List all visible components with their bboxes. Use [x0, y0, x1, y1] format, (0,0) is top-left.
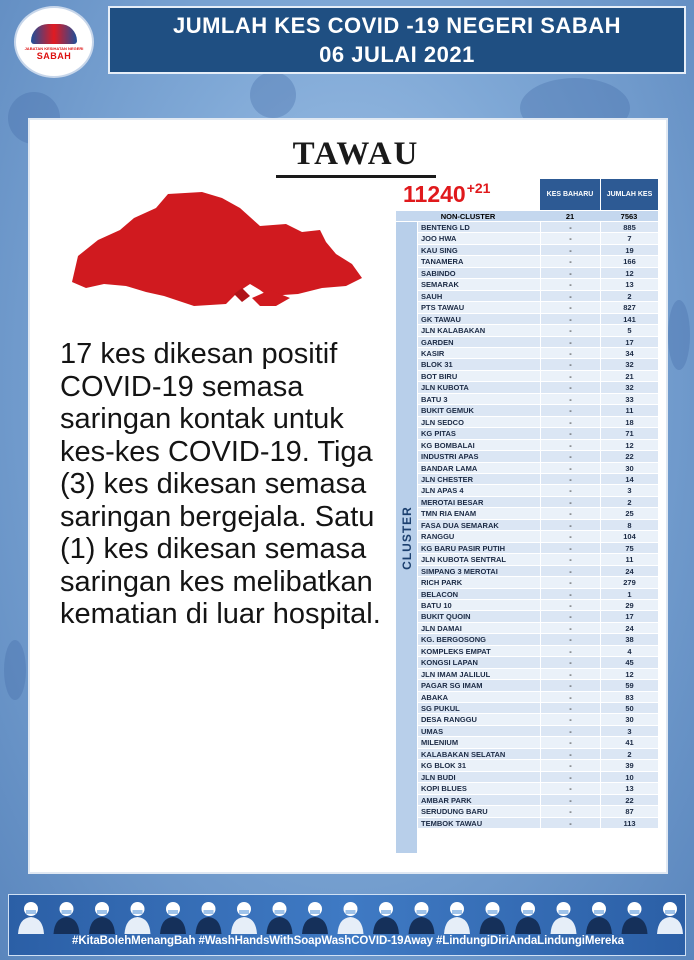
case-statement: 17 kes dikesan positif COVID-19 semasa saringan kontak untuk kes-kes COVID-19. Tiga (3) kes dikesan semasa saringan bergejala. Satu (1) kes dikesan semasa saringan kes melibatkan kematian di luar hospital.	[60, 338, 381, 630]
table-row	[418, 520, 658, 531]
cluster-baharu: -	[540, 772, 600, 782]
person-icon	[196, 902, 222, 934]
cluster-jumlah: 34	[600, 348, 658, 358]
cluster-jumlah: 11	[600, 554, 658, 564]
cluster-name: MILENIUM	[421, 738, 459, 748]
total-new: +21	[466, 180, 491, 196]
header-title-box	[108, 6, 686, 74]
cluster-baharu: -	[540, 669, 600, 679]
footer-banner	[8, 894, 686, 956]
cluster-rows	[418, 222, 658, 829]
cluster-baharu: -	[540, 233, 600, 243]
main-card	[28, 118, 668, 874]
total-count: 11240	[403, 181, 466, 207]
cluster-baharu: -	[540, 531, 600, 541]
cluster-name: KOMPLEKS EMPAT	[421, 646, 491, 656]
cluster-name: GARDEN	[421, 337, 454, 347]
person-icon	[622, 902, 648, 934]
table-row	[418, 531, 658, 542]
cluster-name: PAGAR SG IMAM	[421, 681, 483, 691]
cluster-name: INDUSTRI APAS	[421, 452, 479, 462]
cluster-name: JLN CHESTER	[421, 474, 474, 484]
cluster-name: KG BLOK 31	[421, 761, 467, 771]
virus-decoration	[4, 640, 26, 700]
cluster-name: BLOK 31	[421, 360, 453, 370]
cluster-name: DESA RANGGU	[421, 715, 477, 725]
cluster-name: JLN KUBOTA SENTRAL	[421, 555, 506, 565]
cluster-name: SIMPANG 3 MEROTAI	[421, 566, 498, 576]
table-row	[418, 646, 658, 657]
non-cluster-row	[396, 211, 658, 221]
region-title: TAWAU	[276, 135, 436, 178]
cluster-baharu: -	[540, 485, 600, 495]
cluster-baharu: -	[540, 657, 600, 667]
cluster-jumlah: 3	[600, 726, 658, 736]
person-icon	[18, 902, 44, 934]
cluster-jumlah: 104	[600, 531, 658, 541]
cluster-jumlah: 2	[600, 497, 658, 507]
cluster-jumlah: 32	[600, 359, 658, 369]
person-icon	[302, 902, 328, 934]
table-row	[418, 337, 658, 348]
logo-emblem-icon	[31, 24, 77, 44]
cluster-jumlah: 22	[600, 795, 658, 805]
cluster-baharu: -	[540, 600, 600, 610]
cluster-baharu: -	[540, 440, 600, 450]
cluster-jumlah: 50	[600, 703, 658, 713]
logo-small-text: JABATAN KESIHATAN NEGERI	[24, 45, 84, 51]
cluster-baharu: -	[540, 646, 600, 656]
cluster-jumlah: 8	[600, 520, 658, 530]
cluster-name: BATU 3	[421, 394, 448, 404]
cluster-jumlah: 4	[600, 646, 658, 656]
cluster-baharu: -	[540, 623, 600, 633]
cluster-jumlah: 24	[600, 623, 658, 633]
cluster-jumlah: 22	[600, 451, 658, 461]
cluster-jumlah: 18	[600, 417, 658, 427]
table-row	[418, 440, 658, 451]
cluster-name: JLN SEDCO	[421, 417, 464, 427]
cluster-name: PTS TAWAU	[421, 303, 465, 313]
cluster-baharu: -	[540, 749, 600, 759]
cluster-name: RANGGU	[421, 532, 455, 542]
cluster-name: JLN DAMAI	[421, 623, 462, 633]
cluster-jumlah: 166	[600, 256, 658, 266]
cluster-baharu: -	[540, 268, 600, 278]
cluster-baharu: -	[540, 428, 600, 438]
cluster-name: BOT BIRU	[421, 371, 458, 381]
non-cluster-name: NON-CLUSTER	[440, 211, 496, 221]
cluster-jumlah: 33	[600, 394, 658, 404]
cluster-name: BUKIT GEMUK	[421, 406, 474, 416]
cluster-baharu: -	[540, 291, 600, 301]
table-row	[418, 566, 658, 577]
cluster-jumlah: 113	[600, 818, 658, 828]
cluster-name: FASA DUA SEMARAK	[421, 520, 499, 530]
person-icon	[373, 902, 399, 934]
table-row	[418, 760, 658, 771]
table-row	[418, 726, 658, 737]
cluster-baharu: -	[540, 520, 600, 530]
table-row	[418, 268, 658, 279]
cluster-jumlah: 17	[600, 337, 658, 347]
logo-text: SABAH	[36, 50, 72, 61]
person-icon	[657, 902, 683, 934]
table-row	[418, 222, 658, 233]
cluster-name: KG. BERGOSONG	[421, 635, 487, 645]
cluster-baharu: -	[540, 279, 600, 289]
cluster-baharu: -	[540, 417, 600, 427]
cluster-name: BUKIT QUOIN	[421, 612, 471, 622]
cluster-jumlah: 2	[600, 749, 658, 759]
table-row	[418, 554, 658, 565]
cluster-jumlah: 279	[600, 577, 658, 587]
table-row	[418, 600, 658, 611]
cluster-baharu: -	[540, 714, 600, 724]
cluster-jumlah: 39	[600, 760, 658, 770]
cluster-baharu: -	[540, 508, 600, 518]
table-row	[418, 508, 658, 519]
cluster-name: KG BARU PASIR PUTIH	[421, 543, 506, 553]
cluster-name: GK TAWAU	[421, 314, 461, 324]
cluster-baharu: -	[540, 359, 600, 369]
cluster-baharu: -	[540, 577, 600, 587]
title-line2: 06 JULAI 2021	[319, 42, 475, 67]
cluster-jumlah: 827	[600, 302, 658, 312]
cluster-baharu: -	[540, 463, 600, 473]
cluster-jumlah: 12	[600, 440, 658, 450]
title-line1: JUMLAH KES COVID -19 NEGERI SABAH	[172, 13, 621, 38]
table-row	[418, 783, 658, 794]
cluster-name: RICH PARK	[421, 578, 463, 588]
non-cluster-baharu: 21	[565, 211, 575, 221]
cluster-name: AMBAR PARK	[421, 795, 472, 805]
cluster-jumlah: 141	[600, 314, 658, 324]
table-row	[418, 256, 658, 267]
table-row	[418, 806, 658, 817]
cluster-baharu: -	[540, 382, 600, 392]
cluster-jumlah: 30	[600, 714, 658, 724]
table-row	[418, 623, 658, 634]
table-row	[418, 325, 658, 336]
table-row	[418, 302, 658, 313]
cluster-baharu: -	[540, 405, 600, 415]
cluster-baharu: -	[540, 726, 600, 736]
cluster-jumlah: 71	[600, 428, 658, 438]
table-row	[418, 772, 658, 783]
cluster-label	[396, 222, 417, 853]
cluster-jumlah: 38	[600, 634, 658, 644]
table-row	[418, 245, 658, 256]
table-row	[418, 394, 658, 405]
cluster-jumlah: 87	[600, 806, 658, 816]
frontline-people-icon	[9, 898, 687, 934]
table-row	[418, 680, 658, 691]
cluster-baharu: -	[540, 795, 600, 805]
cluster-jumlah: 13	[600, 783, 658, 793]
cluster-name: KAU SING	[421, 245, 458, 255]
cluster-name: BENTENG LD	[421, 223, 470, 232]
person-icon	[409, 902, 435, 934]
person-icon	[586, 902, 612, 934]
cluster-baharu: -	[540, 256, 600, 266]
cluster-baharu: -	[540, 818, 600, 828]
table-row	[418, 818, 658, 829]
table-row	[418, 714, 658, 725]
cluster-name: JLN IMAM JALILUL	[421, 669, 491, 679]
cluster-baharu: -	[540, 394, 600, 404]
cluster-baharu: -	[540, 337, 600, 347]
cluster-name: JLN APAS 4	[421, 486, 464, 496]
cluster-jumlah: 32	[600, 382, 658, 392]
cluster-jumlah: 3	[600, 485, 658, 495]
cluster-name: SG PUKUL	[421, 704, 460, 714]
cluster-name: SAUH	[421, 291, 443, 301]
cluster-name: SEMARAK	[421, 280, 459, 290]
table-row	[418, 474, 658, 485]
cluster-jumlah: 885	[600, 222, 658, 232]
cluster-jumlah: 13	[600, 279, 658, 289]
cluster-jumlah: 17	[600, 611, 658, 621]
non-cluster-jumlah: 7563	[620, 211, 638, 221]
hashtags: #KitaBolehMenangBah #WashHandsWithSoapWashCOVID-19Away #LindungiDiriAndaLindungiMereka	[72, 935, 624, 947]
cluster-name: JOO HWA	[421, 234, 457, 244]
cluster-jumlah: 83	[600, 692, 658, 702]
cluster-baharu: -	[540, 783, 600, 793]
cluster-baharu: -	[540, 806, 600, 816]
person-icon	[515, 902, 541, 934]
person-icon	[480, 902, 506, 934]
cluster-baharu: -	[540, 692, 600, 702]
cluster-baharu: -	[540, 348, 600, 358]
table-row	[418, 669, 658, 680]
cluster-name: ABAKA	[421, 692, 449, 702]
table-row	[418, 405, 658, 416]
cluster-jumlah: 19	[600, 245, 658, 255]
cluster-jumlah: 25	[600, 508, 658, 518]
cluster-jumlah: 30	[600, 463, 658, 473]
cluster-jumlah: 45	[600, 657, 658, 667]
cluster-baharu: -	[540, 703, 600, 713]
person-icon	[338, 902, 364, 934]
table-row	[418, 359, 658, 370]
cluster-name: UMAS	[421, 726, 444, 736]
tawau-map-icon	[64, 190, 364, 310]
cluster-baharu: -	[540, 451, 600, 461]
col-jumlah-kes: JUMLAH KES	[601, 179, 658, 210]
cluster-baharu: -	[540, 737, 600, 747]
cluster-label-text: CLUSTER	[399, 505, 414, 570]
cluster-name: TEMBOK TAWAU	[421, 818, 483, 828]
table-row	[418, 463, 658, 474]
table-row	[418, 543, 658, 554]
cluster-jumlah: 59	[600, 680, 658, 690]
person-icon	[551, 902, 577, 934]
cluster-jumlah: 7	[600, 233, 658, 243]
cluster-name: JLN KUBOTA	[421, 383, 469, 393]
cluster-name: SABINDO	[421, 268, 456, 278]
cluster-jumlah: 75	[600, 543, 658, 553]
cluster-jumlah: 10	[600, 772, 658, 782]
cluster-name: TMN RIA ENAM	[421, 509, 477, 519]
cluster-baharu: -	[540, 543, 600, 553]
virus-decoration	[250, 72, 296, 118]
table-row	[418, 703, 658, 714]
cluster-baharu: -	[540, 314, 600, 324]
total-cases	[403, 179, 535, 209]
cluster-name: BATU 10	[421, 600, 452, 610]
cluster-name: KG BOMBALAI	[421, 440, 475, 450]
table-row	[418, 233, 658, 244]
cluster-jumlah: 2	[600, 291, 658, 301]
table-row	[418, 485, 658, 496]
cluster-jumlah: 5	[600, 325, 658, 335]
table-row	[418, 577, 658, 588]
cluster-name: JLN BUDI	[421, 772, 456, 782]
cluster-jumlah: 29	[600, 600, 658, 610]
table-row	[418, 634, 658, 645]
person-icon	[125, 902, 151, 934]
virus-decoration	[668, 300, 690, 370]
cluster-jumlah: 11	[600, 405, 658, 415]
table-row	[418, 589, 658, 600]
cluster-baharu: -	[540, 371, 600, 381]
cluster-name: MEROTAI BESAR	[421, 497, 484, 507]
table-row	[418, 279, 658, 290]
cluster-name: KASIR	[421, 348, 445, 358]
table-row	[418, 497, 658, 508]
cluster-baharu: -	[540, 760, 600, 770]
table-row	[418, 737, 658, 748]
person-icon	[160, 902, 186, 934]
cluster-baharu: -	[540, 497, 600, 507]
cluster-baharu: -	[540, 474, 600, 484]
cluster-name: JLN KALABAKAN	[421, 326, 486, 336]
cluster-name: BANDAR LAMA	[421, 463, 478, 473]
person-icon	[89, 902, 115, 934]
cluster-jumlah: 1	[600, 589, 658, 599]
table-row	[418, 611, 658, 622]
cluster-jumlah: 14	[600, 474, 658, 484]
person-icon	[54, 902, 80, 934]
table-row	[418, 749, 658, 760]
table-row	[418, 451, 658, 462]
cluster-baharu: -	[540, 566, 600, 576]
cluster-name: KONGSI LAPAN	[421, 658, 478, 668]
table-row	[418, 657, 658, 668]
table-row	[418, 348, 658, 359]
cluster-baharu: -	[540, 325, 600, 335]
cluster-name: TANAMERA	[421, 257, 464, 267]
cluster-name: KG PITAS	[421, 429, 456, 439]
cluster-jumlah: 41	[600, 737, 658, 747]
cluster-baharu: -	[540, 302, 600, 312]
table-row	[418, 692, 658, 703]
table-row	[418, 291, 658, 302]
table-row	[418, 382, 658, 393]
cluster-name: SERUDUNG BARU	[421, 807, 488, 817]
table-row	[418, 428, 658, 439]
table-row	[418, 795, 658, 806]
cluster-baharu: -	[540, 245, 600, 255]
table-row	[418, 417, 658, 428]
cluster-name: KALABAKAN SELATAN	[421, 749, 506, 759]
sabah-health-logo	[14, 6, 94, 78]
person-icon	[231, 902, 257, 934]
cluster-baharu: -	[540, 680, 600, 690]
cluster-jumlah: 24	[600, 566, 658, 576]
cluster-name: BELACON	[421, 589, 459, 599]
table-row	[418, 371, 658, 382]
cluster-jumlah: 12	[600, 268, 658, 278]
person-icon	[444, 902, 470, 934]
table-row	[418, 314, 658, 325]
cluster-name: KOPI BLUES	[421, 784, 467, 794]
cluster-baharu: -	[540, 611, 600, 621]
cluster-baharu: -	[540, 634, 600, 644]
person-icon	[267, 902, 293, 934]
cluster-baharu: -	[540, 589, 600, 599]
col-kes-baharu: KES BAHARU	[540, 179, 600, 210]
cluster-baharu: -	[540, 554, 600, 564]
cluster-jumlah: 21	[600, 371, 658, 381]
cluster-jumlah: 12	[600, 669, 658, 679]
cluster-baharu: -	[540, 222, 600, 232]
